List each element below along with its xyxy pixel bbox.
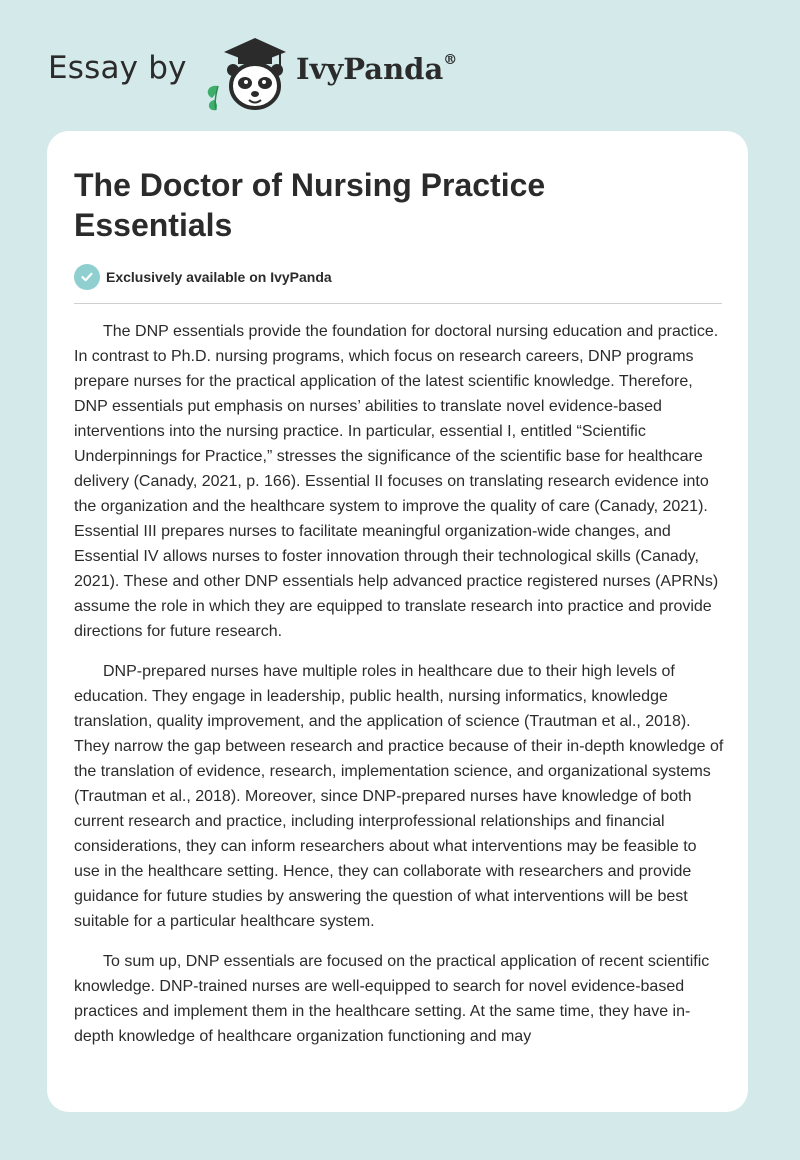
ivy-leaf-icon: [208, 86, 218, 111]
check-circle-icon: [74, 264, 100, 290]
paragraph: DNP-prepared nurses have multiple roles in healthcare due to their high levels of education. They engage in leadership, public health, nursing informatics, knowledge translation, quality improvement, and the application of science (Trautman et al., 2018). They narrow the gap between research and practice because of their in-depth knowledge of the translation of evidence, research, implementation science, and organizational systems (Trautman et al., 2018). Moreover, since DNP-prepared nurses have knowledge of both current research and practice, including interprofessional relationships and financial considerations, they can inform researchers about what interventions may be feasible to use in the healthcare setting. Hence, they can collaborate with researchers and provide guidance for future studies by answering the question of what interventions will be best suitable for a particular healthcare system.: [74, 663, 724, 930]
brand-text: IvyPanda: [296, 52, 444, 86]
site-header: [48, 32, 488, 112]
brand-name[interactable]: [296, 52, 457, 86]
panda-graduate-icon[interactable]: [200, 34, 290, 112]
exclusive-badge: [74, 264, 332, 290]
paragraph: The DNP essentials provide the foundation for doctoral nursing education and practice. In contrast to Ph.D. nursing programs, which focus on research careers, DNP programs prepare nurses for the practical application of the latest scientific knowledge. Therefore, DNP essentials put emphasis on nurses’ abilities to translate novel evidence-based interventions into the nursing practice. In particular, essential I, entitled “Scientific Underpinnings for Practice,” stresses the significance of the scientific base for healthcare delivery (Canady, 2021, p. 166). Essential II focuses on translating research evidence into the organization and the healthcare system to improve the quality of care (Canady, 2021). Essential III prepares nurses to facilitate meaningful organization-wide changes, and Essential IV allows nurses to foster innovation through their technological skills (Canady, 2021). These and other DNP essentials help advanced practice registered nurses (APRNs) assume the role in which they are equipped to translate research into practice and provide directions for future research.: [74, 323, 719, 640]
paragraph: To sum up, DNP essentials are focused on the practical application of recent scientific knowledge. DNP-trained nurses are well-equipped to search for novel evidence-based practices and implement them in the healthcare setting. At the same time, they have in-depth knowledge of healthcare organization functioning and may: [74, 953, 710, 1045]
page-title: The Doctor of Nursing Practice Essentials: [74, 167, 546, 243]
essay-card: [47, 131, 748, 1112]
exclusive-label: Exclusively available on IvyPanda: [106, 269, 332, 285]
essay-by-label: Essay by: [48, 50, 187, 86]
registered-mark: ®: [443, 52, 458, 69]
divider: [74, 303, 722, 304]
essay-body: [74, 319, 724, 1064]
